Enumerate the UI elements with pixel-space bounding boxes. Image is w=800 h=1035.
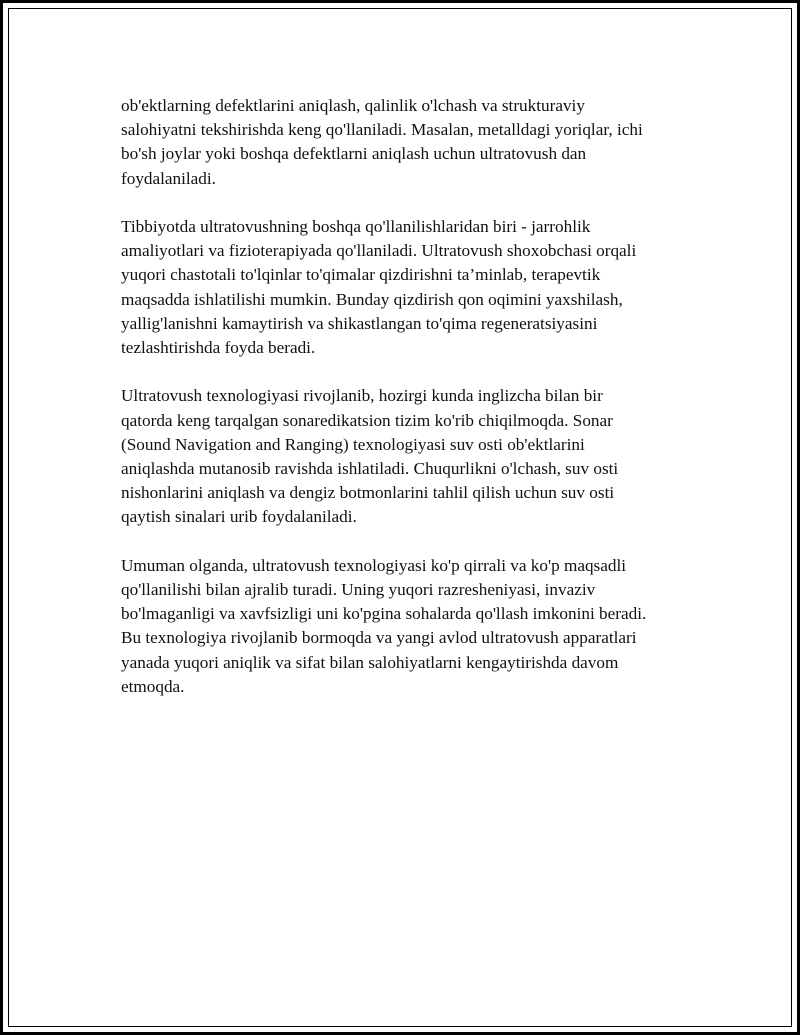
paragraph-1: ob'ektlarning defektlarini aniqlash, qalinlik o'lchash va strukturaviy salohiyatni tekshirishda keng qo'llaniladi. Masalan, metalldagi yoriqlar, ichi bo'sh joylar yoki boshqa defektlarni aniqlash uchun ultratovush dan foydalaniladi. — [121, 96, 643, 188]
document-body — [121, 94, 701, 723]
paragraph-3: Ultratovush texnologiyasi rivojlanib, hozirgi kunda inglizcha bilan bir qatorda keng tarqalgan sonaredikatsion tizim ko'rib chiqilmoqda. Sonar (Sound Navigation and Ranging) texnologiyasi suv osti ob'ektlarini aniqlashda mutanosib ravishda ishlatiladi. Chuqurlikni o'lchash, suv osti nishonlarini aniqlash va dengiz botmonlarini tahlil qilish uchun suv osti qaytish sinalari urib foydalaniladi. — [121, 386, 619, 527]
paragraph-2: Tibbiyotda ultratovushning boshqa qo'llanilishlaridan biri - jarrohlik amaliyotlari va fizioterapiyada qo'llaniladi. Ultratovush shoxobchasi orqali yuqori chastotali to'lqinlar to'qimalar qizdirishni ta’minlab, terapevtik maqsadda ishlatilishi mumkin. Bunday qizdirish qon oqimini yaxshilash, yallig'lanishni kamaytirish va shikastlangan to'qima regeneratsiyasini tezlashtirishda foyda beradi. — [121, 217, 637, 358]
paragraph-4: Umuman olganda, ultratovush texnologiyasi ko'p qirrali va ko'p maqsadli qo'llanilishi bilan ajralib turadi. Uning yuqori razresheniyasi, invaziv bo'lmaganligi va xavfsizligi uni ko'pgina sohalarda qo'llash imkonini beradi. Bu texnologiya rivojlanib bormoqda va yangi avlod ultratovush apparatlari yanada yuqori aniqlik va sifat bilan salohiyatlarni kengaytirishda davom etmoqda. — [121, 555, 647, 696]
